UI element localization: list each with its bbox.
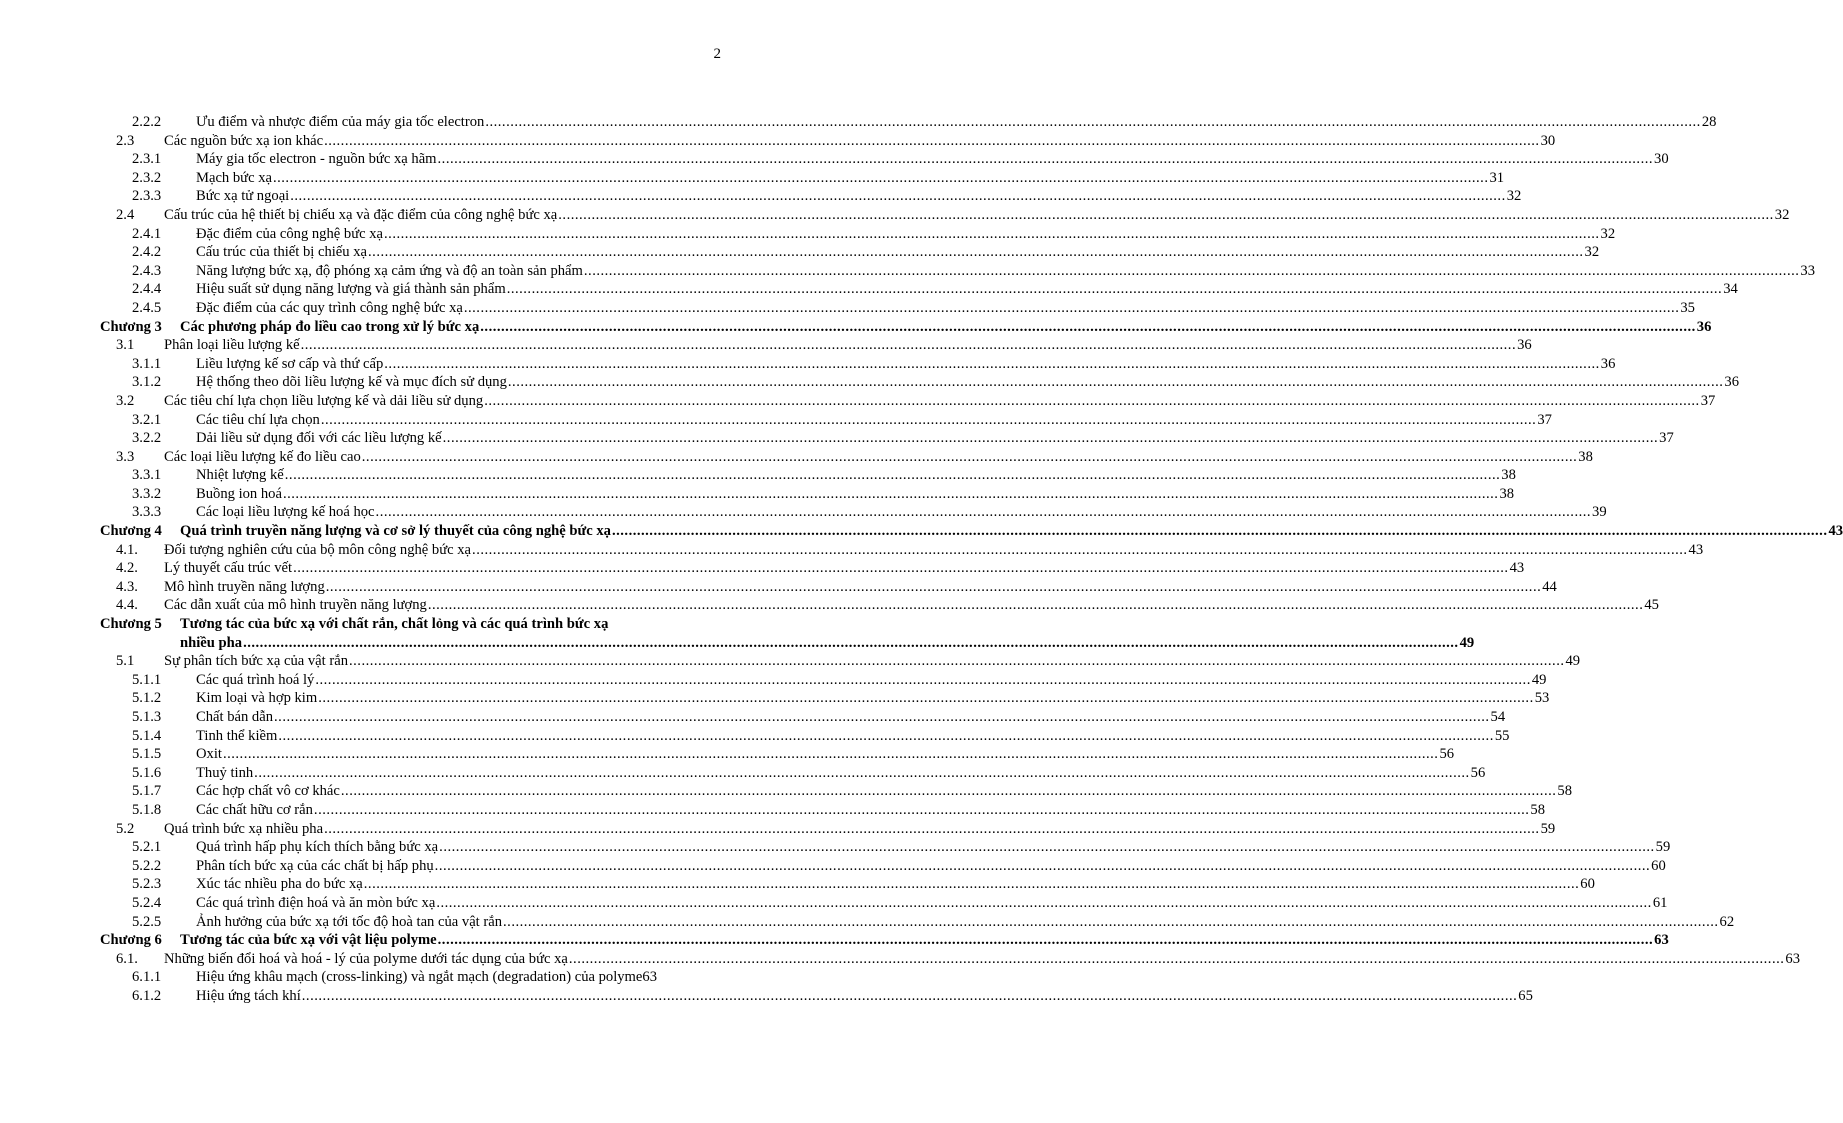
toc-entry-number: 2.4.4	[132, 281, 162, 298]
toc-dot-leader	[290, 187, 1506, 206]
toc-entry-number: Chương 3	[100, 318, 162, 335]
toc-dot-leader	[439, 838, 1655, 857]
toc-page-number: 49	[1531, 671, 1547, 688]
toc-entry-number: 3.2	[116, 392, 135, 409]
toc-entry-title: Các tiêu chí lựa chọn liều lượng kế và dải liều sử dụng	[164, 392, 484, 409]
toc-entry-title: Phân tích bức xạ của các chất bị hấp phụ	[196, 857, 434, 874]
toc-entry-number: 5.1.1	[132, 671, 162, 688]
toc-dot-leader	[243, 634, 1459, 653]
toc-entry[interactable]	[100, 113, 1717, 132]
toc-entry[interactable]	[100, 243, 1600, 262]
toc-dot-leader	[302, 987, 1518, 1006]
toc-entry[interactable]	[100, 801, 1546, 820]
toc-page-number: 59	[1655, 839, 1671, 856]
toc-page-number: 34	[1723, 281, 1738, 298]
toc-entry-title: Các loại liều lượng kế đo liều cao	[164, 448, 361, 465]
toc-page-number: 38	[1578, 448, 1593, 465]
toc-page-number: 36	[1600, 355, 1616, 372]
toc-entry-number: 3.3.1	[132, 467, 162, 484]
page-number: 2	[713, 46, 721, 62]
toc-entry[interactable]	[100, 559, 1525, 578]
toc-dot-leader	[584, 262, 1800, 281]
toc-page-number: 55	[1494, 727, 1510, 744]
toc-entry-number: 2.4.1	[132, 225, 162, 242]
toc-entry-title: Năng lượng bức xạ, độ phóng xạ cảm ứng và độ an toàn sản phẩm	[196, 262, 583, 279]
toc-entry-title: Quá trình truyền năng lượng và cơ sở lý thuyết của công nghệ bức xạ	[180, 523, 611, 540]
toc-entry[interactable]	[100, 913, 1735, 932]
toc-entry-title: Các hợp chất vô cơ khác	[196, 783, 340, 800]
toc-entry-title: Hiệu ứng khâu mạch (cross-linking) và ngắt mạch (degradation) của polyme	[196, 969, 643, 986]
toc-entry-title: Quá trình hấp phụ kích thích bằng bức xạ	[196, 839, 439, 856]
toc-entry-number: 5.2.3	[132, 876, 162, 893]
toc-entry-number: 2.3.3	[132, 188, 162, 205]
toc-dot-leader	[314, 801, 1530, 820]
toc-entry[interactable]	[100, 336, 1532, 355]
toc-entry-number: 2.4.2	[132, 244, 162, 261]
toc-dot-leader	[301, 336, 1517, 355]
toc-entry-number: 4.4.	[116, 597, 138, 614]
toc-entry-title: Các quá trình hoá lý	[196, 671, 315, 688]
toc-chapter-entry[interactable]	[100, 522, 1843, 541]
toc-entry-title: Kim loại và hợp kim	[196, 690, 318, 707]
toc-entry[interactable]	[100, 280, 1738, 299]
toc-dot-leader	[273, 169, 1489, 188]
toc-dot-leader	[480, 318, 1696, 337]
toc-page-number: 44	[1542, 578, 1557, 595]
toc-dot-leader	[285, 466, 1501, 485]
toc-entry-number: Chương 6	[100, 932, 162, 949]
toc-entry-title: Hiệu suất sử dụng năng lượng và giá thành sản phẩm	[196, 281, 506, 298]
toc-entry-number: 3.3.2	[132, 485, 162, 502]
toc-entry[interactable]	[100, 132, 1556, 151]
toc-entry-title: Tương tác của bức xạ với chất rắn, chất lỏng và các quá trình bức xạ	[180, 616, 609, 633]
toc-page-number: 28	[1701, 114, 1717, 130]
toc-entry-number: 3.1	[116, 337, 135, 354]
toc-entry-number: 5.1.7	[132, 783, 162, 800]
toc-entry[interactable]	[100, 485, 1515, 504]
toc-entry-number: 2.4.5	[132, 299, 162, 316]
toc-entry-title: Các chất hữu cơ rắn	[196, 801, 313, 818]
toc-entry[interactable]	[100, 857, 1666, 876]
toc-entry-title: Các quá trình điện hoá và ăn mòn bức xạ	[196, 894, 436, 911]
toc-dot-leader	[364, 875, 1580, 894]
toc-page-number: 38	[1501, 467, 1516, 484]
toc-dot-leader	[485, 113, 1701, 132]
toc-page-number: 36	[1696, 318, 1712, 335]
toc-dot-leader	[318, 689, 1534, 708]
toc-entry[interactable]	[100, 541, 1704, 560]
toc-page-number: 43	[1828, 523, 1843, 540]
toc-dot-leader	[223, 745, 1439, 764]
toc-chapter-entry[interactable]	[100, 615, 1475, 652]
toc-dot-leader	[503, 913, 1719, 932]
toc-dot-leader	[324, 132, 1540, 151]
toc-entry[interactable]	[100, 299, 1695, 318]
toc-dot-leader	[254, 764, 1470, 783]
toc-page-number: 43	[1509, 560, 1525, 577]
toc-entry[interactable]	[100, 894, 1668, 913]
toc-page-number: 43	[1688, 541, 1704, 558]
toc-entry[interactable]	[100, 950, 1800, 969]
toc-entry-title: Các nguồn bức xạ ion khác	[164, 132, 324, 149]
toc-page-number: 32	[1600, 225, 1616, 242]
toc-entry-title: Các loại liều lượng kế hoá học	[196, 504, 375, 521]
toc-entry[interactable]	[100, 578, 1557, 597]
toc-entry-title: Xúc tác nhiều pha do bức xạ	[196, 876, 363, 893]
toc-entry[interactable]	[100, 392, 1716, 411]
toc-page-number: 56	[1470, 764, 1486, 781]
toc-entry-title: Sự phân tích bức xạ của vật rắn	[164, 653, 348, 670]
toc-page-number: 45	[1644, 597, 1659, 614]
toc-entry[interactable]	[100, 169, 1505, 188]
table-of-contents	[100, 113, 1843, 1006]
toc-entry-number: 3.3.3	[132, 504, 162, 521]
toc-entry-number: 5.1	[116, 653, 135, 670]
toc-entry-title: Hiệu ứng tách khí	[196, 987, 301, 1004]
toc-entry[interactable]	[100, 355, 1616, 374]
toc-page-number: 30	[1654, 151, 1669, 168]
toc-entry[interactable]	[100, 987, 1533, 1006]
toc-page-number: 58	[1557, 783, 1572, 800]
toc-page-number: 33	[1800, 262, 1815, 279]
toc-entry-number: 5.1.3	[132, 709, 162, 725]
toc-entry-number: 5.2.1	[132, 839, 162, 856]
toc-entry-number: 4.2.	[116, 560, 138, 577]
toc-page-number: 60	[1580, 876, 1595, 893]
toc-dot-leader	[274, 708, 1490, 727]
toc-entry-title: Quá trình bức xạ nhiều pha	[164, 820, 324, 837]
toc-entry-title: Phân loại liều lượng kế	[164, 337, 300, 354]
toc-entry-number: 2.3.1	[132, 151, 162, 168]
toc-dot-leader	[612, 522, 1828, 541]
toc-entry-title: Lý thuyết cấu trúc vết	[164, 560, 293, 577]
toc-page-number: 65	[1518, 987, 1533, 1004]
toc-entry[interactable]	[100, 652, 1581, 671]
toc-page-number: 63	[1785, 950, 1800, 967]
toc-entry[interactable]	[100, 596, 1659, 615]
toc-page-number: 49	[1565, 653, 1581, 670]
toc-dot-leader	[436, 894, 1652, 913]
toc-entry-number: 5.1.6	[132, 764, 162, 781]
toc-entry[interactable]	[100, 373, 1739, 392]
toc-dot-leader	[362, 448, 1578, 467]
toc-dot-leader	[508, 373, 1724, 392]
toc-entry[interactable]	[100, 745, 1455, 764]
toc-entry-number: 2.3.2	[132, 169, 162, 186]
toc-entry-number: 2.2.2	[132, 114, 162, 130]
toc-entry[interactable]	[100, 429, 1674, 448]
toc-dot-leader	[507, 280, 1723, 299]
toc-entry-number: 3.2.2	[132, 430, 162, 447]
toc-entry-number: 6.1.2	[132, 987, 162, 1004]
toc-dot-leader	[435, 857, 1651, 876]
toc-entry-number: 3.2.1	[132, 411, 162, 428]
toc-page-number: 37	[1700, 392, 1716, 409]
toc-page-number: 54	[1490, 709, 1506, 725]
toc-entry-title: Đặc điểm của công nghệ bức xạ	[196, 225, 384, 242]
toc-entry[interactable]	[100, 150, 1669, 169]
toc-entry[interactable]	[100, 782, 1572, 801]
toc-dot-leader	[384, 225, 1600, 244]
toc-entry-title: Máy gia tốc electron - nguồn bức xạ hãm	[196, 151, 437, 168]
toc-chapter-entry[interactable]	[100, 318, 1712, 337]
toc-page-number: 56	[1439, 746, 1455, 763]
toc-entry-number: 5.1.8	[132, 801, 162, 818]
toc-dot-leader	[349, 652, 1565, 671]
toc-page-number: 60	[1651, 857, 1666, 874]
toc-entry-title: Đặc điểm của các quy trình công nghệ bức xạ	[196, 299, 463, 316]
toc-entry-title: Ảnh hưởng của bức xạ tới tốc độ hoà tan của vật rắn	[196, 913, 503, 930]
toc-entry[interactable]	[100, 689, 1550, 708]
toc-dot-leader	[326, 578, 1542, 597]
toc-entry[interactable]	[100, 411, 1552, 430]
toc-entry-number: 5.1.2	[132, 690, 162, 707]
toc-page-number: 36	[1517, 337, 1532, 354]
toc-entry-number: 5.1.4	[132, 727, 162, 744]
toc-entry[interactable]	[100, 820, 1556, 839]
toc-entry[interactable]	[100, 838, 1671, 857]
toc-dot-leader	[438, 150, 1654, 169]
toc-page-number: 35	[1680, 299, 1695, 316]
toc-entry[interactable]	[100, 875, 1595, 894]
toc-entry-number: 6.1.	[116, 950, 138, 967]
toc-dot-leader	[315, 671, 1531, 690]
toc-entry-title: Những biến đổi hoá và hoá - lý của polyme dưới tác dụng của bức xạ	[164, 950, 568, 967]
toc-page-number: 36	[1724, 374, 1739, 391]
toc-entry[interactable]	[100, 448, 1593, 467]
toc-page-number: 39	[1592, 504, 1607, 521]
toc-dot-leader	[293, 559, 1509, 578]
toc-entry-number: 4.1.	[116, 541, 138, 558]
toc-page-number: 32	[1584, 244, 1600, 261]
toc-entry-title: Dải liều sử dụng đối với các liều lượng kế	[196, 430, 442, 447]
toc-chapter-entry[interactable]	[100, 931, 1669, 950]
toc-page-number: 49	[1459, 634, 1475, 651]
toc-page-number: 62	[1719, 913, 1735, 930]
toc-dot-leader	[341, 782, 1557, 801]
toc-entry[interactable]	[100, 262, 1815, 281]
toc-page-number: 61	[1652, 894, 1668, 911]
toc-page-number: 37	[1537, 411, 1552, 428]
toc-entry[interactable]	[100, 206, 1790, 225]
toc-entry-number: 5.2.5	[132, 913, 162, 930]
toc-entry-number: 2.4.3	[132, 262, 162, 279]
toc-entry[interactable]	[100, 727, 1510, 746]
toc-page-number: 53	[1534, 690, 1550, 707]
toc-entry-number: 2.4	[116, 206, 135, 223]
toc-entry-title: Buồng ion hoá	[196, 485, 282, 502]
toc-entry[interactable]	[100, 968, 686, 987]
toc-page-number: 63	[1654, 932, 1669, 949]
toc-entry-title-continued: nhiều pha	[180, 634, 243, 651]
toc-entry-title: Tương tác của bức xạ với vật liệu polyme	[180, 932, 437, 949]
toc-entry-title: Cấu trúc của hệ thiết bị chiếu xạ và đặc điểm của công nghệ bức xạ	[164, 206, 558, 223]
toc-entry-number: 3.3	[116, 448, 135, 465]
toc-entry[interactable]	[100, 503, 1607, 522]
toc-entry-title: Tinh thể kiềm	[196, 727, 278, 744]
toc-entry-title: Hệ thống theo dõi liều lượng kế và mục đích sử dụng	[196, 374, 507, 391]
toc-page-number: 37	[1659, 430, 1674, 447]
toc-entry[interactable]	[100, 708, 1506, 727]
toc-entry[interactable]	[100, 187, 1522, 206]
toc-dot-leader	[558, 206, 1774, 225]
toc-entry-title: Bức xạ tử ngoại	[196, 188, 290, 205]
toc-dot-leader	[428, 596, 1644, 615]
toc-entry-number: 5.2	[116, 820, 135, 837]
toc-entry[interactable]	[100, 764, 1486, 783]
toc-entry-title: Nhiệt lượng kế	[196, 467, 284, 484]
toc-page-number: 32	[1774, 206, 1790, 223]
toc-page-number: 59	[1540, 820, 1556, 837]
toc-page-number: 30	[1540, 132, 1556, 149]
toc-entry-number: 3.1.2	[132, 374, 162, 391]
toc-dot-leader	[438, 931, 1654, 950]
toc-dot-leader	[384, 355, 1600, 374]
toc-entry[interactable]	[100, 671, 1547, 690]
toc-dot-leader	[324, 820, 1540, 839]
toc-entry-title: Chất bán dẫn	[196, 709, 274, 725]
toc-page-number: 63	[642, 969, 657, 986]
toc-entry-title: Các tiêu chí lựa chọn	[196, 411, 320, 428]
toc-dot-leader	[278, 727, 1494, 746]
toc-entry[interactable]	[100, 466, 1516, 485]
toc-page-number: 38	[1499, 485, 1515, 502]
toc-entry-title: Thuỷ tinh	[196, 764, 254, 781]
toc-entry-title: Cấu trúc của thiết bị chiếu xạ	[196, 244, 368, 261]
toc-entry-number: 5.2.2	[132, 857, 162, 874]
toc-dot-leader	[569, 950, 1785, 969]
toc-entry-title: Ưu điểm và nhược điểm của máy gia tốc electron	[196, 114, 485, 130]
toc-dot-leader	[464, 299, 1680, 318]
toc-entry[interactable]	[100, 225, 1616, 244]
toc-entry-number: 2.3	[116, 132, 135, 149]
toc-page-number: 31	[1489, 169, 1505, 186]
toc-entry-title: Đối tượng nghiên cứu của bộ môn công nghệ bức xạ	[164, 541, 472, 558]
toc-dot-leader	[321, 411, 1537, 430]
toc-page-number: 32	[1506, 188, 1522, 205]
toc-dot-leader	[283, 485, 1499, 504]
toc-dot-leader	[376, 503, 1592, 522]
toc-entry-title: Các phương pháp đo liều cao trong xử lý bức xạ	[180, 318, 480, 335]
toc-entry-title: Mạch bức xạ	[196, 169, 272, 186]
toc-dot-leader	[472, 541, 1688, 560]
toc-dot-leader	[484, 392, 1700, 411]
toc-entry-number: 5.2.4	[132, 894, 162, 911]
toc-entry-title: Các dẫn xuất của mô hình truyền năng lượng	[164, 597, 427, 614]
toc-entry-number: Chương 4	[100, 523, 162, 540]
toc-entry-title: Mô hình truyền năng lượng	[164, 578, 325, 595]
toc-dot-leader	[443, 429, 1659, 448]
toc-page-number: 58	[1530, 801, 1546, 818]
toc-entry-title: Liều lượng kế sơ cấp và thứ cấp	[196, 355, 384, 372]
toc-entry-number: 5.1.5	[132, 746, 162, 763]
toc-entry-number: 3.1.1	[132, 355, 162, 372]
toc-entry-number: 4.3.	[116, 578, 138, 595]
toc-entry-number: Chương 5	[100, 616, 162, 633]
toc-dot-leader	[368, 243, 1584, 262]
toc-entry-title: Oxit	[196, 746, 222, 763]
toc-entry-number: 6.1.1	[132, 969, 162, 986]
